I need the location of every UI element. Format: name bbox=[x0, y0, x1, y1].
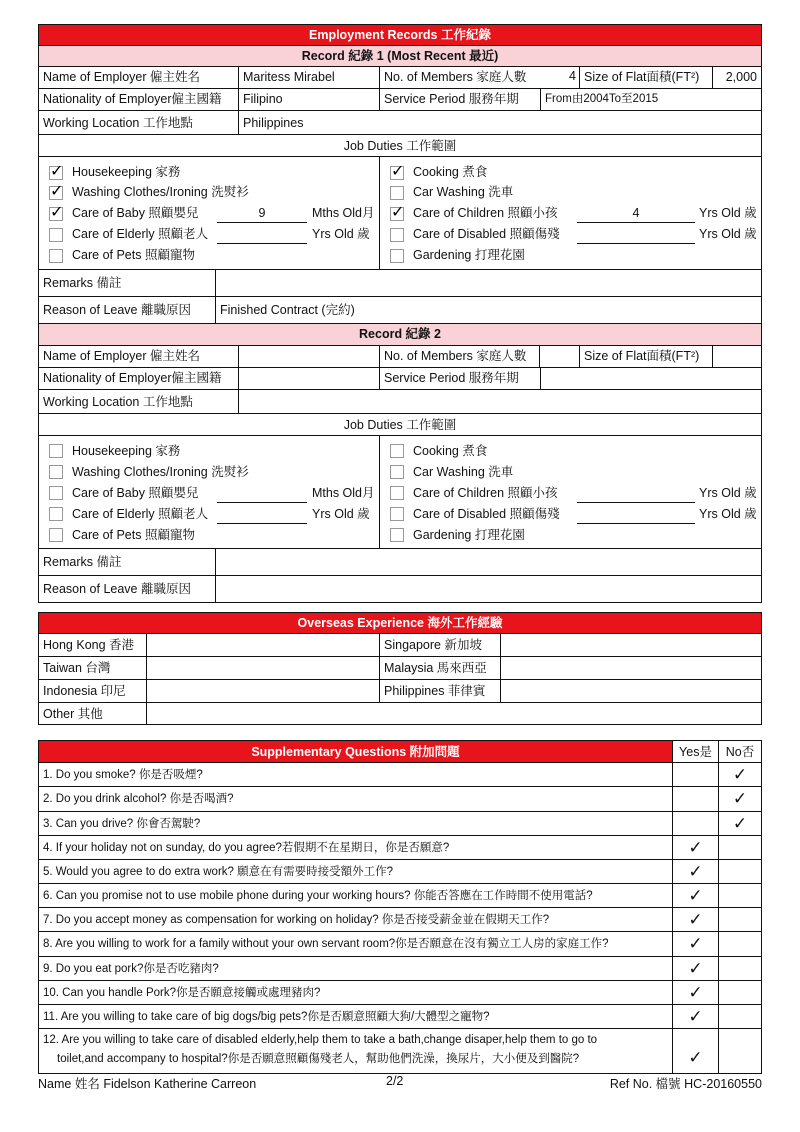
yes-checkbox[interactable] bbox=[672, 811, 719, 836]
overseas-tw-value[interactable] bbox=[146, 656, 380, 680]
r2-period-value[interactable] bbox=[540, 367, 762, 390]
yes-checkbox[interactable]: ✓ bbox=[672, 1004, 719, 1029]
record2-duties-title: Job Duties 工作範圍 bbox=[38, 413, 762, 436]
no-column-header: No否 bbox=[718, 740, 762, 763]
record1-title: Record 紀錄 1 (Most Recent 最近) bbox=[38, 45, 762, 67]
employment-header: Employment Records 工作紀錄 bbox=[38, 24, 762, 46]
no-checkbox[interactable] bbox=[718, 859, 762, 884]
period-value: From由2004To至2015 bbox=[540, 88, 762, 111]
record1-duties-box bbox=[38, 156, 762, 270]
r2-members-label: No. of Members 家庭人數 bbox=[379, 345, 540, 368]
question-text: 2. Do you drink alcohol? 你是否喝酒? bbox=[38, 786, 673, 812]
r2-check-car[interactable] bbox=[390, 465, 404, 479]
location-value: Philippines bbox=[238, 110, 762, 135]
disabled-age-field[interactable] bbox=[577, 225, 695, 244]
yes-checkbox[interactable]: ✓ bbox=[672, 907, 719, 932]
r2-check-baby[interactable] bbox=[49, 486, 63, 500]
r2-baby-age-field[interactable] bbox=[217, 484, 307, 503]
flat-label: Size of Flat面積(FT²) bbox=[579, 66, 713, 89]
overseas-sg-value[interactable] bbox=[500, 633, 762, 657]
duty-baby: Care of Baby 照顧嬰兒 bbox=[72, 206, 199, 220]
record2-duties-box bbox=[38, 435, 762, 549]
duty-cooking: Cooking 煮食 bbox=[413, 165, 488, 179]
r2-duty-children: Care of Children 照顧小孩 bbox=[413, 486, 558, 500]
remarks-label: Remarks 備註 bbox=[38, 269, 216, 297]
overseas-tw-label: Taiwan 台灣 bbox=[38, 656, 147, 680]
check-housekeeping[interactable]: ✓ bbox=[50, 163, 64, 180]
r2-location-value[interactable] bbox=[238, 389, 762, 414]
nationality-label: Nationality of Employer僱主國籍 bbox=[38, 88, 239, 111]
overseas-ph-label: Philippines 菲律賓 bbox=[379, 679, 501, 703]
duty-pets: Care of Pets 照顧寵物 bbox=[72, 248, 195, 262]
footer-name-label: Name 姓名 bbox=[38, 1077, 100, 1091]
footer-name-value: Fidelson Katherine Carreon bbox=[103, 1077, 257, 1091]
members-value: 4 bbox=[569, 69, 576, 83]
check-children[interactable]: ✓ bbox=[391, 204, 405, 221]
r2-check-disabled[interactable] bbox=[390, 507, 404, 521]
record1-duties-title: Job Duties 工作範圍 bbox=[38, 134, 762, 157]
yes-column-header: Yes是 bbox=[672, 740, 719, 763]
children-unit: Yrs Old 歲 bbox=[699, 206, 757, 220]
duty-washing: Washing Clothes/Ironing 洗熨衫 bbox=[72, 185, 249, 199]
record2-title: Record 紀錄 2 bbox=[38, 323, 762, 346]
duty-disabled: Care of Disabled 照顧傷殘 bbox=[413, 227, 560, 241]
r2-duty-cooking: Cooking 煮食 bbox=[413, 444, 488, 458]
no-checkbox[interactable] bbox=[718, 956, 762, 981]
duty-elderly: Care of Elderly 照顧老人 bbox=[72, 227, 209, 241]
r2-check-pets[interactable] bbox=[49, 528, 63, 542]
footer-ref-label: Ref No. 檔號 bbox=[609, 1077, 681, 1091]
check-pets[interactable] bbox=[49, 249, 63, 263]
r2-elderly-unit: Yrs Old 歲 bbox=[312, 507, 370, 521]
r2-duty-car: Car Washing 洗車 bbox=[413, 465, 514, 479]
children-age-field[interactable]: 4 bbox=[577, 204, 695, 223]
r2-check-washing[interactable] bbox=[49, 465, 63, 479]
r2-duty-disabled: Care of Disabled 照顧傷殘 bbox=[413, 507, 560, 521]
question-text: 11. Are you willing to take care of big dogs/big pets?你是否願意照顧大狗/大體型之寵物? bbox=[38, 1004, 673, 1029]
r2-remarks-value[interactable] bbox=[215, 548, 762, 576]
check-washing[interactable]: ✓ bbox=[50, 183, 64, 200]
overseas-my-label: Malaysia 馬來西亞 bbox=[379, 656, 501, 680]
footer-name bbox=[38, 1074, 256, 1092]
no-checkbox[interactable] bbox=[718, 980, 762, 1005]
no-checkbox[interactable]: ✓ bbox=[718, 762, 762, 787]
r2-nationality-label: Nationality of Employer僱主國籍 bbox=[38, 367, 239, 390]
r2-disabled-unit: Yrs Old 歲 bbox=[699, 507, 757, 521]
yes-checkbox[interactable]: ✓ bbox=[672, 883, 719, 908]
r2-flat-label: Size of Flat面積(FT²) bbox=[579, 345, 713, 368]
r2-elderly-age-field[interactable] bbox=[217, 505, 307, 524]
r2-check-elderly[interactable] bbox=[49, 507, 63, 521]
r2-duty-housekeeping: Housekeeping 家務 bbox=[72, 444, 181, 458]
duty-car: Car Washing 洗車 bbox=[413, 185, 514, 199]
page-number: 2/2 bbox=[386, 1074, 404, 1088]
duty-housekeeping: Housekeeping 家務 bbox=[72, 165, 181, 179]
check-gardening[interactable] bbox=[390, 249, 404, 263]
r2-check-cooking[interactable] bbox=[390, 444, 404, 458]
baby-age-field[interactable]: 9 bbox=[217, 204, 307, 223]
overseas-other-label: Other 其他 bbox=[38, 702, 147, 725]
r2-disabled-age-field[interactable] bbox=[577, 505, 695, 524]
question-text: 10. Can you handle Pork?你是否願意接觸或處理豬肉? bbox=[38, 980, 673, 1005]
employer-name-label: Name of Employer 僱主姓名 bbox=[38, 66, 239, 89]
r2-leave-label: Reason of Leave 離職原因 bbox=[38, 575, 216, 603]
duty-gardening: Gardening 打理花園 bbox=[413, 248, 525, 262]
r2-flat-value[interactable] bbox=[712, 345, 762, 368]
no-checkbox[interactable] bbox=[718, 931, 762, 957]
yes-checkbox[interactable] bbox=[672, 786, 719, 812]
period-label: Service Period 服務年期 bbox=[379, 88, 541, 111]
r2-duty-washing: Washing Clothes/Ironing 洗熨衫 bbox=[72, 465, 249, 479]
flat-value: 2,000 bbox=[712, 66, 762, 89]
yes-checkbox[interactable]: ✓ bbox=[672, 931, 719, 957]
overseas-id-label: Indonesia 印尼 bbox=[38, 679, 147, 703]
r2-duty-elderly: Care of Elderly 照顧老人 bbox=[72, 507, 209, 521]
yes-checkbox[interactable]: ✓ bbox=[672, 835, 719, 860]
r2-remarks-label: Remarks 備註 bbox=[38, 548, 216, 576]
r2-employer-name-label: Name of Employer 僱主姓名 bbox=[38, 345, 239, 368]
question-text: 3. Can you drive? 你會否駕駛? bbox=[38, 811, 673, 836]
location-label: Working Location 工作地點 bbox=[38, 110, 239, 135]
r2-check-gardening[interactable] bbox=[390, 528, 404, 542]
check-disabled[interactable] bbox=[390, 228, 404, 242]
question-text: 8. Are you willing to work for a family without your own servant room?你是否願意在沒有獨立工人房的家庭工作? bbox=[38, 931, 673, 957]
no-checkbox[interactable] bbox=[718, 907, 762, 932]
r2-check-housekeeping[interactable] bbox=[49, 444, 63, 458]
elderly-age-field[interactable] bbox=[217, 225, 307, 244]
yes-checkbox[interactable]: ✓ bbox=[672, 956, 719, 981]
questions-header: Supplementary Questions 附加問題 bbox=[38, 740, 673, 763]
r2-children-age-field[interactable] bbox=[577, 484, 695, 503]
footer-ref-value: HC-20160550 bbox=[684, 1077, 762, 1091]
check-cooking[interactable]: ✓ bbox=[391, 163, 405, 180]
yes-checkbox[interactable] bbox=[672, 762, 719, 787]
question-text: 9. Do you eat pork?你是否吃豬肉? bbox=[38, 956, 673, 981]
overseas-header: Overseas Experience 海外工作經驗 bbox=[38, 612, 762, 634]
footer-ref bbox=[610, 1074, 762, 1092]
question-text: 4. If your holiday not on sunday, do you agree?若假期不在星期日，你是否願意? bbox=[38, 835, 673, 860]
members-label: No. of Members 家庭人數 bbox=[379, 66, 580, 89]
no-checkbox[interactable] bbox=[718, 883, 762, 908]
leave-label: Reason of Leave 離職原因 bbox=[38, 296, 216, 324]
overseas-id-value[interactable] bbox=[146, 679, 380, 703]
yes-checkbox[interactable]: ✓ bbox=[672, 1028, 719, 1074]
overseas-my-value[interactable] bbox=[500, 656, 762, 680]
no-checkbox[interactable] bbox=[718, 1028, 762, 1074]
disabled-unit: Yrs Old 歲 bbox=[699, 227, 757, 241]
overseas-hk-label: Hong Kong 香港 bbox=[38, 633, 147, 657]
yes-checkbox[interactable]: ✓ bbox=[672, 859, 719, 884]
elderly-unit: Yrs Old 歲 bbox=[312, 227, 370, 241]
question-text: 5. Would you agree to do extra work? 願意在有需要時接受額外工作? bbox=[38, 859, 673, 884]
no-checkbox[interactable] bbox=[718, 1004, 762, 1029]
no-checkbox[interactable]: ✓ bbox=[718, 786, 762, 812]
question-text: 1. Do you smoke? 你是否吸煙? bbox=[38, 762, 673, 787]
overseas-other-value[interactable] bbox=[146, 702, 762, 725]
question-text-line: 12. Are you willing to take care of disabled elderly,help them to take a bath,change disaper,help them to go to bbox=[43, 1034, 598, 1046]
r2-leave-value[interactable] bbox=[215, 575, 762, 603]
r2-duty-baby: Care of Baby 照顧嬰兒 bbox=[72, 486, 199, 500]
question-text bbox=[38, 1028, 673, 1074]
overseas-ph-value[interactable] bbox=[500, 679, 762, 703]
check-baby[interactable]: ✓ bbox=[50, 204, 64, 221]
no-checkbox[interactable]: ✓ bbox=[718, 811, 762, 836]
question-text: 6. Can you promise not to use mobile phone during your working hours? 你能否答應在工作時間不使用電話? bbox=[38, 883, 673, 908]
question-text-line: toilet,and accompany to hospital?你是否願意照顧傷殘老人，幫助他們洗澡，換尿片，大小便及到醫院? bbox=[57, 1053, 580, 1065]
r2-location-label: Working Location 工作地點 bbox=[38, 389, 239, 414]
r2-employer-name-value[interactable] bbox=[238, 345, 380, 368]
employer-name-value: Maritess Mirabel bbox=[238, 66, 380, 89]
r2-members-value[interactable] bbox=[539, 345, 580, 368]
overseas-sg-label: Singapore 新加坡 bbox=[379, 633, 501, 657]
yes-checkbox[interactable]: ✓ bbox=[672, 980, 719, 1005]
footer bbox=[38, 1074, 762, 1094]
remarks-value bbox=[215, 269, 762, 297]
nationality-value: Filipino bbox=[238, 88, 380, 111]
baby-unit: Mths Old月 bbox=[312, 206, 375, 220]
r2-check-children[interactable] bbox=[390, 486, 404, 500]
overseas-hk-value[interactable] bbox=[146, 633, 380, 657]
duty-children: Care of Children 照顧小孩 bbox=[413, 206, 558, 220]
check-car[interactable] bbox=[390, 186, 404, 200]
r2-nationality-value[interactable] bbox=[238, 367, 380, 390]
r2-children-unit: Yrs Old 歲 bbox=[699, 486, 757, 500]
r2-duty-pets: Care of Pets 照顧寵物 bbox=[72, 528, 195, 542]
check-elderly[interactable] bbox=[49, 228, 63, 242]
r2-baby-unit: Mths Old月 bbox=[312, 486, 375, 500]
leave-value: Finished Contract (完約) bbox=[215, 296, 762, 324]
r2-period-label: Service Period 服務年期 bbox=[379, 367, 541, 390]
no-checkbox[interactable] bbox=[718, 835, 762, 860]
question-text: 7. Do you accept money as compensation for working on holiday? 你是否接受薪金並在假期天工作? bbox=[38, 907, 673, 932]
r2-duty-gardening: Gardening 打理花園 bbox=[413, 528, 525, 542]
